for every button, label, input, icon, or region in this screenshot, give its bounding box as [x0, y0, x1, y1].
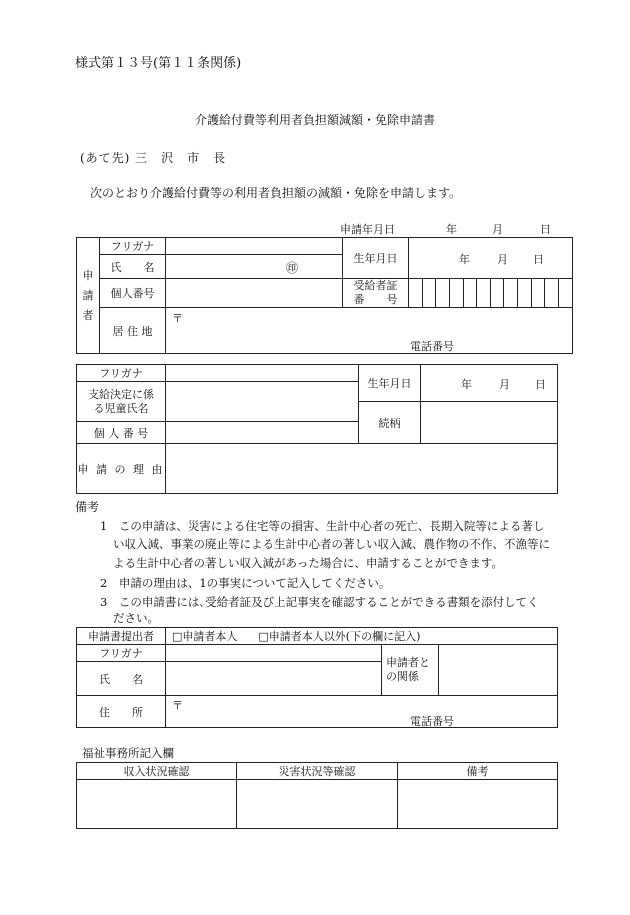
cert-digit[interactable] [449, 279, 463, 308]
child-table [76, 364, 558, 494]
note-2-num: 2 [100, 576, 108, 590]
note-3 [100, 593, 539, 612]
application-date [340, 221, 560, 235]
applicant-phone-label: 電話番号 [410, 340, 454, 353]
recipient-cert-line1: 受給者証 [353, 279, 398, 292]
application-date-year: 年 [446, 223, 457, 236]
submitter-table [76, 627, 558, 728]
submitter-other-checkbox[interactable]: □申請者本人以外(下の欄に記入) [258, 630, 421, 643]
office-table [76, 762, 558, 829]
child-birth-day: 日 [535, 378, 546, 391]
office-income-field[interactable] [77, 780, 237, 829]
submitter-address-label: 住 所 [77, 696, 166, 728]
child-number-field[interactable] [166, 422, 359, 444]
cert-digit[interactable] [436, 279, 450, 308]
reason-label: 申 請 の 理 由 [77, 444, 166, 494]
child-relation-field[interactable] [421, 402, 558, 444]
applicant-birth-label: 生年月日 [343, 238, 409, 279]
child-name-text: 支給決定に係 る児童氏名 [88, 387, 154, 415]
office-remarks-field[interactable] [398, 780, 558, 829]
applicant-name-label: 氏 名 [100, 255, 166, 279]
cert-digit[interactable] [422, 279, 436, 308]
intro-text: 次のとおり介護給付費等の利用者負担額の減額・免除を申請します。 [90, 186, 462, 200]
note-3-line1: この申請書には､受給者証及び上記事実を確認することができる書類を添付してく [118, 595, 539, 609]
recipient-cert-label [343, 279, 409, 308]
note-2-line1: 申請の理由は、1の事実について記入してください。 [118, 576, 391, 590]
applicant-birth-day: 日 [533, 253, 544, 266]
note-1-line3: よる生計中心者の著しい収入減があった場合に、申請することができます。 [113, 556, 503, 570]
submitter-self-checkbox[interactable]: □申請者本人 [172, 630, 238, 643]
note-1-num: 1 [100, 519, 108, 533]
applicant-address-label: 居 住 地 [100, 308, 166, 354]
recipient-cert-line2: 番 号 [353, 293, 398, 306]
seal-icon: ㊞ [286, 261, 299, 275]
submitter-options [166, 628, 558, 645]
office-disaster-field[interactable] [237, 780, 398, 829]
submitter-phone-label: 電話番号 [410, 715, 454, 728]
application-date-day: 日 [540, 223, 551, 236]
child-furigana-field[interactable] [166, 365, 359, 382]
submitter-relation-text: 申請者と の関係 [386, 656, 430, 683]
office-col-disaster: 災害状況等確認 [237, 763, 398, 780]
applicant-address-field[interactable] [166, 308, 573, 354]
cert-digit[interactable] [545, 279, 559, 308]
form-number: 様式第１３号(第１１条関係) [75, 56, 242, 71]
applicant-birth-field[interactable] [409, 238, 573, 279]
applicant-birth-month: 月 [497, 253, 508, 266]
applicant-name-field[interactable] [166, 255, 343, 279]
submitter-furigana-field[interactable] [166, 645, 382, 662]
child-number-label: 個 人 番 号 [77, 422, 166, 444]
cert-digit[interactable] [463, 279, 477, 308]
office-col-income: 収入状況確認 [77, 763, 237, 780]
notes-heading: 備考 [75, 500, 100, 514]
applicant-furigana-label: フリガナ [100, 238, 166, 255]
submitter-relation-field[interactable] [439, 645, 558, 696]
form-title: 介護給付費等利用者負担額減額・免除申請書 [194, 113, 435, 127]
submitter-relation-label [382, 645, 439, 696]
cert-digit[interactable] [504, 279, 518, 308]
note-3-num: 3 [100, 595, 108, 609]
child-name-field[interactable] [166, 382, 359, 422]
cert-digit[interactable] [409, 279, 423, 308]
note-3-line2: ださい。 [113, 611, 159, 625]
application-date-label: 申請年月日 [340, 223, 395, 236]
note-1-line1: この申請は、災害による住宅等の損害、生計中心者の死亡、長期入院等による著し [118, 519, 545, 533]
note-1-line2: い収入減、事業の廃止等による生計中心者の著しい収入減、農作物の不作、不漁等に [113, 537, 550, 551]
cert-digit[interactable] [477, 279, 491, 308]
child-name-label [77, 382, 166, 422]
applicant-furigana-field[interactable] [166, 238, 343, 255]
child-birth-year: 年 [461, 378, 472, 391]
application-date-month: 月 [492, 223, 503, 236]
cert-digit[interactable] [558, 279, 572, 308]
submitter-address-field[interactable] [166, 696, 558, 728]
applicant-number-label: 個人番号 [100, 279, 166, 308]
applicant-section-text: 申 請 者 [82, 268, 94, 322]
applicant-birth-year: 年 [459, 253, 470, 266]
child-furigana-label: フリガナ [77, 365, 166, 382]
submitter-furigana-label: フリガナ [77, 645, 166, 662]
child-birth-label: 生年月日 [359, 365, 421, 402]
note-1 [100, 517, 544, 536]
child-relation-label: 続柄 [359, 402, 421, 444]
submitter-name-label: 氏 名 [77, 662, 166, 696]
note-2 [100, 574, 390, 593]
submitter-label: 申請書提出者 [77, 628, 166, 645]
cert-digit[interactable] [531, 279, 545, 308]
reason-field[interactable] [166, 444, 558, 494]
applicant-section-label [77, 238, 100, 354]
addressee: (あて先) 三 沢 市 長 [80, 151, 227, 165]
submitter-postal-mark: 〒 [172, 699, 183, 712]
applicant-number-field[interactable] [166, 279, 343, 308]
applicant-table [76, 237, 573, 354]
child-birth-field[interactable] [421, 365, 558, 402]
office-heading: 福祉事務所記入欄 [82, 746, 174, 760]
office-col-remarks: 備考 [398, 763, 558, 780]
postal-mark: 〒 [172, 312, 183, 325]
cert-digit[interactable] [518, 279, 532, 308]
cert-digit[interactable] [490, 279, 504, 308]
submitter-name-field[interactable] [166, 662, 382, 696]
child-birth-month: 月 [499, 378, 510, 391]
